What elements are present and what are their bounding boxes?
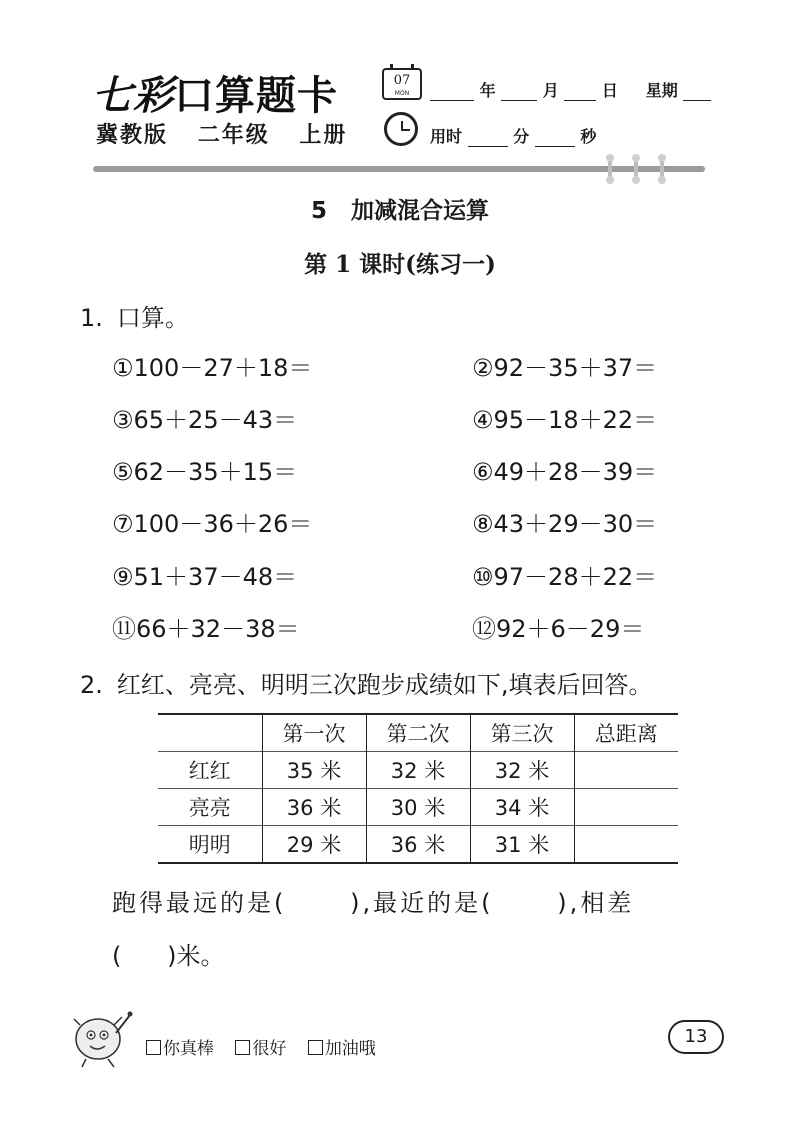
- brand-char-1: 七: [92, 72, 133, 119]
- table-header-row: [158, 714, 678, 752]
- table-cell-name: 红红: [188, 759, 231, 783]
- table-cell: 32 米: [366, 752, 470, 789]
- table-cell: 36 米: [366, 826, 470, 864]
- problem-11: ⑪66＋32－38＝: [112, 615, 300, 643]
- table-cell: 35 米: [262, 752, 366, 789]
- table-cell: 32 米: [470, 752, 574, 789]
- question-number: 2.: [80, 671, 103, 699]
- table-cell: 31 米: [470, 826, 574, 864]
- checkbox-icon: [308, 1040, 323, 1055]
- table-header-cell: 总距离: [574, 714, 678, 752]
- table-cell-total-blank[interactable]: [574, 752, 678, 789]
- table-cell: 29 米: [262, 826, 366, 864]
- year-blank[interactable]: [430, 86, 474, 101]
- clock-icon: [384, 112, 418, 146]
- day-label: 日: [601, 81, 618, 100]
- running-results-table: [158, 713, 678, 864]
- self-evaluation-options: [146, 1034, 392, 1059]
- problem-6: ⑥49＋28－39＝: [472, 458, 658, 486]
- question-2-heading: [80, 665, 653, 700]
- problem-5: ⑤62－35＋15＝: [112, 458, 298, 486]
- month-blank[interactable]: [501, 86, 537, 101]
- minutes-label: 分: [513, 127, 530, 146]
- table-cell: 36 米: [262, 789, 366, 826]
- brand-title: [92, 64, 338, 121]
- table-cell-total-blank[interactable]: [574, 826, 678, 864]
- calendar-day: 07: [393, 73, 411, 88]
- chapter-name: 加减混合运算: [351, 197, 489, 224]
- table-row: [158, 789, 678, 826]
- problem-3: ③65＋25－43＝: [112, 406, 298, 434]
- table-cell-name: 明明: [188, 833, 231, 857]
- problem-9: ⑨51＋37－48＝: [112, 563, 298, 591]
- table-header-cell: 第二次: [366, 714, 470, 752]
- problem-12: ⑫92＋6－29＝: [472, 615, 645, 643]
- page-number: 13: [668, 1020, 724, 1054]
- time-line: [430, 124, 596, 147]
- option-label: 你真棒: [163, 1039, 214, 1059]
- option-keep-going[interactable]: [308, 1039, 376, 1059]
- weekday-blank[interactable]: [683, 86, 711, 101]
- header-divider: [93, 166, 705, 172]
- edition-grade: 二年级: [197, 123, 270, 148]
- chapter-number: 5: [310, 198, 327, 224]
- binder-clip-icon: [608, 156, 612, 182]
- table-cell: 34 米: [470, 789, 574, 826]
- chapter-title: [0, 192, 800, 225]
- binder-clip-icon: [634, 156, 638, 182]
- option-great[interactable]: [146, 1039, 214, 1059]
- table-cell: 30 米: [366, 789, 470, 826]
- edition-line: [96, 118, 367, 149]
- question-text: 红红、亮亮、明明三次跑步成绩如下,填表后回答。: [116, 671, 653, 699]
- problem-1: ①100－27＋18＝: [112, 354, 313, 382]
- year-label: 年: [479, 81, 496, 100]
- option-label: 加油哦: [324, 1039, 376, 1059]
- problem-10: ⑩97－28＋22＝: [472, 563, 658, 591]
- table-row: [158, 826, 678, 864]
- problem-7: ⑦100－36＋26＝: [112, 510, 313, 538]
- table-cell-total-blank[interactable]: [574, 789, 678, 826]
- seconds-label: 秒: [580, 127, 597, 146]
- minutes-blank[interactable]: [468, 132, 508, 147]
- table-header-cell: 第一次: [262, 714, 366, 752]
- option-good[interactable]: [235, 1039, 286, 1059]
- problem-4: ④95－18＋22＝: [472, 406, 658, 434]
- table-header-cell: [158, 714, 262, 752]
- edition-volume: 上册: [299, 123, 348, 148]
- question-number: 1.: [80, 304, 103, 332]
- day-blank[interactable]: [564, 86, 596, 101]
- answer-line-1: 跑得最远的是( ),最近的是( ),相差: [112, 889, 635, 917]
- table-header-cell: 第三次: [470, 714, 574, 752]
- question-1-heading: [80, 298, 189, 333]
- table-cell-name: 亮亮: [188, 796, 231, 820]
- time-used-label: 用时: [430, 127, 463, 146]
- edition-publisher: 冀教版: [96, 123, 169, 148]
- binder-clip-icon: [660, 156, 664, 182]
- brand-name: 口算题卡: [174, 72, 338, 119]
- weekday-label: 星期: [645, 81, 678, 100]
- calendar-icon: [382, 68, 422, 100]
- problem-2: ②92－35＋37＝: [472, 354, 658, 382]
- option-label: 很好: [252, 1039, 287, 1059]
- date-line: [430, 78, 711, 101]
- question-text: 口算。: [116, 304, 189, 332]
- month-label: 月: [542, 81, 559, 100]
- mascot-icon: [66, 1003, 138, 1069]
- table-row: [158, 752, 678, 789]
- brand-char-2: 彩: [133, 72, 174, 119]
- answer-line-2: ( )米。: [112, 942, 225, 970]
- lesson-title: 第 1 课时(练习一): [304, 251, 496, 278]
- checkbox-icon: [146, 1040, 161, 1055]
- checkbox-icon: [235, 1040, 250, 1055]
- seconds-blank[interactable]: [535, 132, 575, 147]
- problem-8: ⑧43＋29－30＝: [472, 510, 658, 538]
- calendar-sub: MON: [394, 90, 410, 97]
